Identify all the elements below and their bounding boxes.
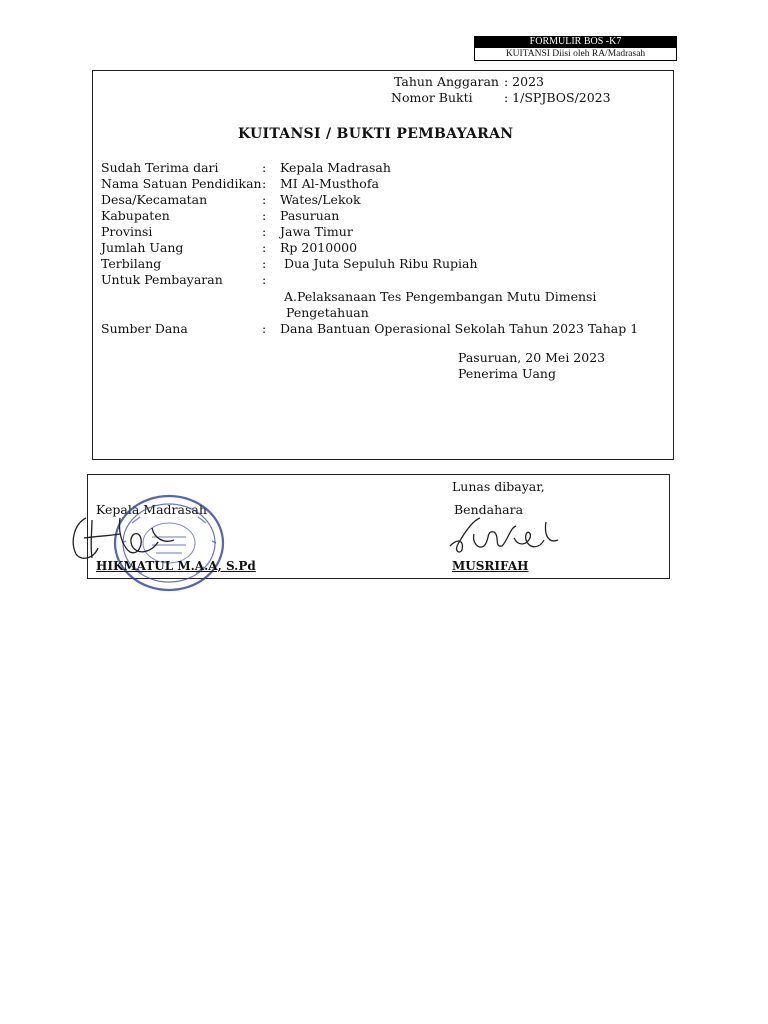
field-sep: : xyxy=(262,272,267,287)
field-value: Rp 2010000 xyxy=(280,240,358,255)
bendahara-label: Bendahara xyxy=(454,502,524,517)
field-value: MI Al-Musthofa xyxy=(280,176,379,191)
field-value: Pasuruan xyxy=(280,208,340,223)
nomor-value: : 1/SPJBOS/2023 xyxy=(504,90,611,105)
field-label: Terbilang xyxy=(101,256,162,271)
field-label: Desa/Kecamatan xyxy=(101,192,208,207)
lunas-label: Lunas dibayar, xyxy=(452,479,545,494)
nomor-label: Nomor Bukti xyxy=(391,90,473,105)
form-note: KUITANSI Diisi oleh RA/Madrasah xyxy=(474,48,677,61)
field-label: Jumlah Uang xyxy=(101,240,184,255)
form-code-header xyxy=(474,36,677,61)
form-code: FORMULIR BOS -K7 xyxy=(474,36,677,48)
sumber-sep: : xyxy=(262,321,267,336)
tahun-value: : 2023 xyxy=(504,74,544,89)
kepala-label: Kepala Madrasah xyxy=(96,502,207,517)
payment-purpose-line2: Pengetahuan xyxy=(286,305,369,320)
field-label: Provinsi xyxy=(101,224,153,239)
field-value: Wates/Lekok xyxy=(280,192,361,207)
receipt-title: KUITANSI / BUKTI PEMBAYARAN xyxy=(238,126,514,142)
bendahara-name: MUSRIFAH xyxy=(452,559,529,573)
field-sep: : xyxy=(262,224,267,239)
payment-purpose-line1: A.Pelaksanaan Tes Pengembangan Mutu Dimensi xyxy=(284,289,597,304)
field-value: Jawa Timur xyxy=(280,224,353,239)
receiver-label: Penerima Uang xyxy=(458,366,556,381)
kepala-name: HIKMATUL M.A.A, S.Pd xyxy=(96,559,256,573)
field-value: Dua Juta Sepuluh Ribu Rupiah xyxy=(284,256,478,271)
field-sep: : xyxy=(262,160,267,175)
field-sep: : xyxy=(262,176,267,191)
sumber-label: Sumber Dana xyxy=(101,321,188,336)
sumber-value: Dana Bantuan Operasional Sekolah Tahun 2023 Tahap 1 xyxy=(280,321,639,336)
field-label: Kabupaten xyxy=(101,208,170,223)
place-date: Pasuruan, 20 Mei 2023 xyxy=(458,350,606,365)
tahun-label: Tahun Anggaran xyxy=(394,74,499,89)
field-sep: : xyxy=(262,240,267,255)
field-label: Untuk Pembayaran xyxy=(101,272,223,287)
field-sep: : xyxy=(262,192,267,207)
field-label: Sudah Terima dari xyxy=(101,160,219,175)
field-sep: : xyxy=(262,256,267,271)
field-sep: : xyxy=(262,208,267,223)
bendahara-signature-icon xyxy=(444,510,564,560)
field-value: Kepala Madrasah xyxy=(280,160,391,175)
field-label: Nama Satuan Pendidikan xyxy=(101,176,262,191)
